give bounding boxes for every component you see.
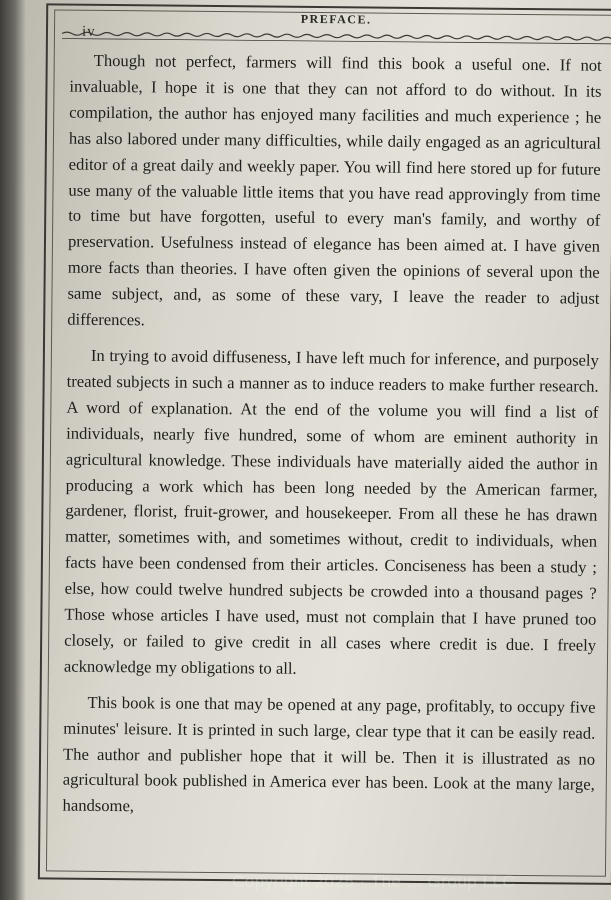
printed-page [18, 0, 611, 900]
preface-body [62, 48, 601, 834]
page-title: PREFACE. [300, 11, 372, 27]
copyright-watermark: Copyright 2025 · The ... Group LLC [232, 872, 516, 891]
page-number: iv [81, 23, 96, 40]
paragraph-2: In trying to avoid diffuseness, I have left much for inference, and purposely treated subjects in such a manner as to induce readers to make further research. A word of explanation. At the end of the volume you will find a list of individuals, nearly five hundred, some of whom are eminent authority in agricultural knowledge. These individuals have materially aided the author in producing a work which has been long needed by the American farmer, gardener, florist, fruit-grower, and housekeeper. From all these he has drawn matter, sometimes with, and sometimes without, credit to individuals, when facts have been condensed from their articles. Conciseness has been a study ; else, how could twelve hundred subjects be crowded into a thousand pages ? Those whose articles I have used, must not complain that I have pruned too closely, or failed to give credit in all cases where credit is due. I freely acknowledge my obligations to all. [63, 345, 599, 678]
paragraph-1: Though not perfect, farmers will find this book a useful one. If not invaluable, I hope it is one that they can not afford to do without. In its compilation, the author has enjoyed many facilities and much experience ; he has also labored under many difficulties, while daily engaged as an agricultural editor of a great daily and weekly paper. You will find here stored up for future use many of the valuable little items that you have read approvingly from time to time but have forgotten, useful to every man's family, and worthy of preservation. Usefulness instead of elegance has been aimed at. I have given more facts than theories. I have often given the opinions of several upon the same subject, and, as some of these vary, I leave the reader to adjust differences. [67, 50, 602, 330]
paragraph-3: This book is one that may be opened at any page, profitably, to occupy five minutes' leisure. It is printed in such large, clear type that it can be easily read. The author and publisher hope that it will be. Then it is illustrated as no agricultural book published in America ever has been. Look at the many large, handsome, [62, 692, 596, 816]
